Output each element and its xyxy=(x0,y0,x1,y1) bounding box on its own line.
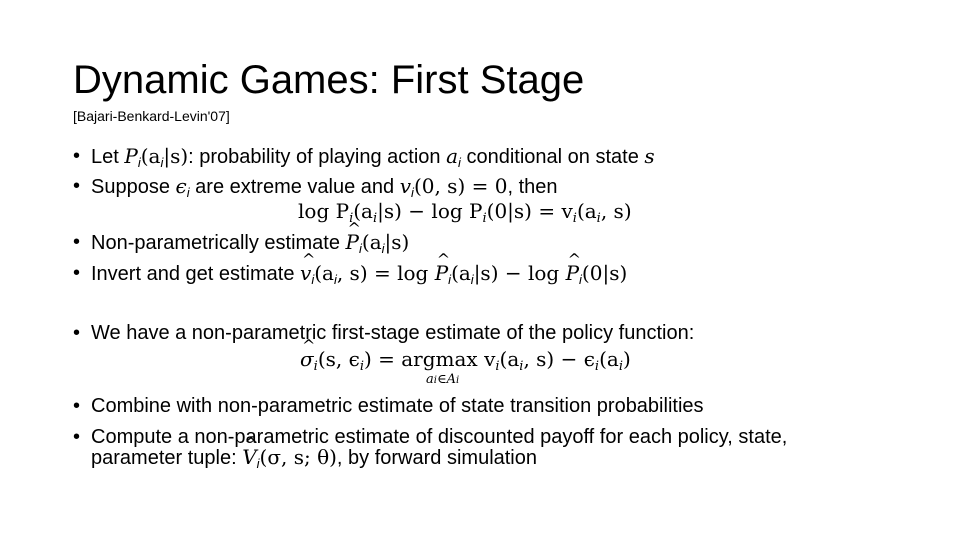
bullet-symbol: • xyxy=(73,175,81,197)
bullet-text: Combine with non-parametric estimate of state transition probabilities xyxy=(91,395,704,417)
equation-log-ratio: $\log P_i(a_i|s) - \log P_i(0|s) = v_i(a_i$, s) xyxy=(298,199,632,226)
bullet-symbol: • xyxy=(73,426,81,448)
equation-policy-argmax: ^ $\sigma_i(s$, $\epsilon_i) = argmax$ $v_i(a_i$, $s) - \epsilon_i(a_i)$ xyxy=(300,347,631,379)
argmax-subscript: ai∈Ai xyxy=(426,372,460,387)
bullet-text: Let $P_i(a_i|s)$: probability of playing action $a_i$ conditional on state s xyxy=(91,144,655,170)
bullet-symbol: • xyxy=(73,262,81,284)
bullet-text: We have a non-parametric first-stage estimate of the policy function: xyxy=(91,322,695,344)
bullet-text: Suppose $\epsilon_i$ are extreme value and $v_i(0$, s) = 0, then xyxy=(91,174,558,200)
slide-title: Dynamic Games: First Stage xyxy=(73,58,585,102)
bullet-text-line2: parameter tuple: ^ $V_i(\sigma$, s; θ), by forward simulation xyxy=(91,445,537,476)
bullet-symbol: • xyxy=(73,145,81,167)
bullet-symbol: • xyxy=(73,322,81,344)
bullet-symbol: • xyxy=(73,395,81,417)
bullet-text: Non-parametrically estimate ^ $P_i(a_i|s)$ xyxy=(91,230,409,261)
bullet-text-line1: Compute a non-parametric estimate of discounted payoff for each policy, state, xyxy=(91,426,788,448)
citation: [Bajari-Benkard-Levin'07] xyxy=(73,108,230,124)
bullet-symbol: • xyxy=(73,231,81,253)
bullet-text: Invert and get estimate ^ $v_i(a_i$, s) = log ^ $P_i(a_i|s) - \log$ ^ $P_i(0|s)$ xyxy=(91,261,627,292)
